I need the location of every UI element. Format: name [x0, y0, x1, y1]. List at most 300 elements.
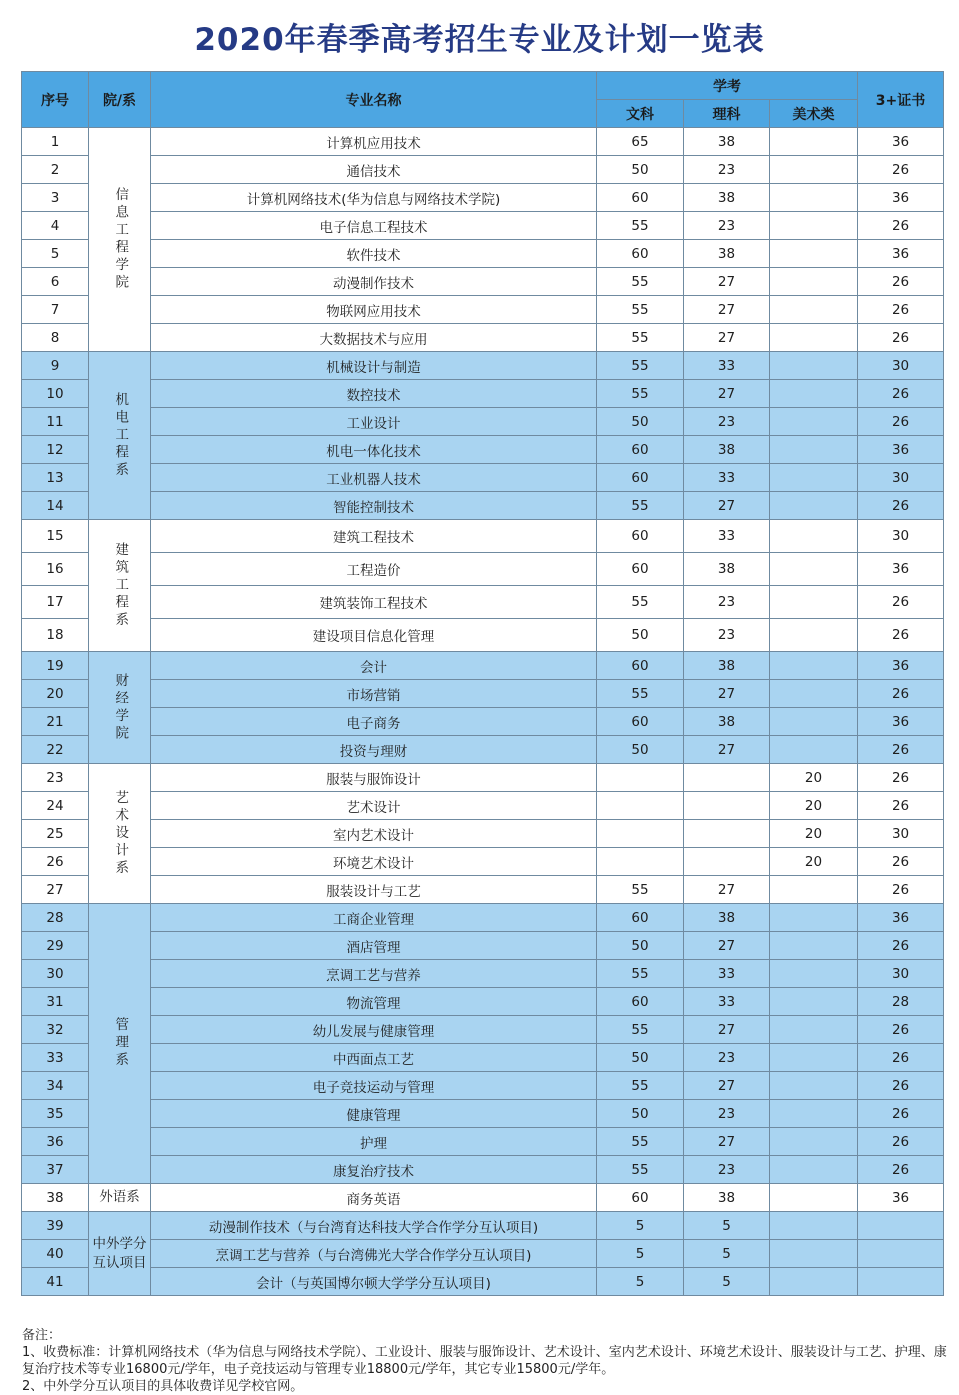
table-row [22, 1100, 944, 1128]
header-like: 理科 [684, 100, 770, 128]
quota-meishu [770, 960, 858, 988]
quota-wenke [597, 848, 684, 876]
quota-like: 23 [684, 408, 770, 436]
quota-wenke: 5 [597, 1212, 684, 1240]
quota-cert: 26 [858, 876, 944, 904]
quota-cert: 26 [858, 1128, 944, 1156]
row-number: 38 [22, 1184, 89, 1212]
quota-cert: 26 [858, 156, 944, 184]
quota-meishu [770, 736, 858, 764]
quota-like: 27 [684, 932, 770, 960]
major-name: 室内艺术设计 [151, 820, 597, 848]
quota-like: 27 [684, 324, 770, 352]
header-seq: 序号 [22, 72, 89, 128]
major-name: 电子竞技运动与管理 [151, 1072, 597, 1100]
quota-like: 23 [684, 212, 770, 240]
quota-like: 38 [684, 436, 770, 464]
quota-like: 33 [684, 960, 770, 988]
quota-like: 33 [684, 352, 770, 380]
notes-line-1: 1、收费标准：计算机网络技术（华为信息与网络技术学院）、工业设计、服装与服饰设计、艺术设计、室内艺术设计、环境艺术设计、服装设计与工艺、护理、康复治疗技术等专业16800元/学年，电子竞技运动与管理专业18800元/学年，其它专业15800元/学年。 [22, 1345, 947, 1377]
header-major: 专业名称 [151, 72, 597, 128]
major-name: 商务英语 [151, 1184, 597, 1212]
quota-wenke: 55 [597, 212, 684, 240]
quota-meishu [770, 1128, 858, 1156]
quota-cert: 36 [858, 240, 944, 268]
major-name: 会计（与英国博尔顿大学学分互认项目) [151, 1268, 597, 1296]
quota-cert: 36 [858, 184, 944, 212]
quota-meishu [770, 1044, 858, 1072]
quota-meishu [770, 268, 858, 296]
quota-meishu [770, 1212, 858, 1240]
quota-wenke: 55 [597, 680, 684, 708]
quota-like: 23 [684, 619, 770, 652]
table-row [22, 380, 944, 408]
table-row [22, 520, 944, 553]
table-row [22, 1016, 944, 1044]
quota-like: 23 [684, 1100, 770, 1128]
quota-wenke: 55 [597, 352, 684, 380]
quota-meishu [770, 128, 858, 156]
quota-like: 38 [684, 128, 770, 156]
quota-cert: 26 [858, 764, 944, 792]
quota-meishu [770, 184, 858, 212]
quota-wenke: 60 [597, 652, 684, 680]
table-row [22, 960, 944, 988]
quota-cert: 26 [858, 1044, 944, 1072]
quota-like: 27 [684, 876, 770, 904]
quota-cert: 36 [858, 128, 944, 156]
row-number: 8 [22, 324, 89, 352]
quota-wenke: 50 [597, 1100, 684, 1128]
department-cell: 外语系 [89, 1184, 151, 1212]
department-cell: 中外学分互认项目 [89, 1212, 151, 1296]
quota-like: 27 [684, 296, 770, 324]
row-number: 22 [22, 736, 89, 764]
table-row [22, 1268, 944, 1296]
quota-meishu [770, 1016, 858, 1044]
table-row [22, 212, 944, 240]
major-name: 智能控制技术 [151, 492, 597, 520]
row-number: 3 [22, 184, 89, 212]
row-number: 19 [22, 652, 89, 680]
quota-like: 27 [684, 492, 770, 520]
major-name: 环境艺术设计 [151, 848, 597, 876]
quota-meishu: 20 [770, 792, 858, 820]
table-row [22, 268, 944, 296]
quota-like [684, 792, 770, 820]
quota-cert: 26 [858, 268, 944, 296]
table-row [22, 652, 944, 680]
quota-wenke: 5 [597, 1268, 684, 1296]
quota-wenke: 55 [597, 960, 684, 988]
major-name: 电子信息工程技术 [151, 212, 597, 240]
quota-cert: 26 [858, 1072, 944, 1100]
major-name: 动漫制作技术 [151, 268, 597, 296]
quota-cert [858, 1268, 944, 1296]
major-name: 艺术设计 [151, 792, 597, 820]
quota-wenke: 65 [597, 128, 684, 156]
table-row [22, 352, 944, 380]
row-number: 34 [22, 1072, 89, 1100]
row-number: 28 [22, 904, 89, 932]
quota-like: 33 [684, 464, 770, 492]
department-cell: 艺术设计系 [89, 764, 151, 904]
quota-cert: 36 [858, 1184, 944, 1212]
quota-wenke: 55 [597, 380, 684, 408]
major-name: 幼儿发展与健康管理 [151, 1016, 597, 1044]
row-number: 16 [22, 553, 89, 586]
table-row [22, 128, 944, 156]
quota-wenke: 60 [597, 1184, 684, 1212]
quota-like: 38 [684, 904, 770, 932]
quota-like: 27 [684, 1072, 770, 1100]
quota-like [684, 820, 770, 848]
quota-cert: 26 [858, 680, 944, 708]
quota-cert: 28 [858, 988, 944, 1016]
row-number: 37 [22, 1156, 89, 1184]
major-name: 服装设计与工艺 [151, 876, 597, 904]
quota-wenke: 60 [597, 553, 684, 586]
quota-wenke: 60 [597, 436, 684, 464]
quota-wenke: 50 [597, 156, 684, 184]
table-row [22, 680, 944, 708]
quota-wenke: 55 [597, 1128, 684, 1156]
row-number: 35 [22, 1100, 89, 1128]
major-name: 动漫制作技术（与台湾育达科技大学合作学分互认项目) [151, 1212, 597, 1240]
quota-wenke [597, 820, 684, 848]
quota-meishu [770, 1240, 858, 1268]
table-row [22, 464, 944, 492]
table-row [22, 408, 944, 436]
quota-wenke: 5 [597, 1240, 684, 1268]
row-number: 21 [22, 708, 89, 736]
quota-like: 38 [684, 652, 770, 680]
row-number: 36 [22, 1128, 89, 1156]
page-title: 2020年春季高考招生专业及计划一览表 [194, 22, 765, 58]
table-row [22, 1212, 944, 1240]
major-name: 通信技术 [151, 156, 597, 184]
row-number: 23 [22, 764, 89, 792]
quota-cert: 30 [858, 520, 944, 553]
quota-cert: 26 [858, 324, 944, 352]
quota-cert: 26 [858, 408, 944, 436]
enrollment-table [21, 71, 944, 1296]
quota-cert [858, 1240, 944, 1268]
quota-meishu [770, 876, 858, 904]
table-row [22, 240, 944, 268]
table-row [22, 736, 944, 764]
major-name: 烹调工艺与营养（与台湾佛光大学合作学分互认项目) [151, 1240, 597, 1268]
quota-cert: 26 [858, 619, 944, 652]
quota-wenke: 55 [597, 586, 684, 619]
row-number: 30 [22, 960, 89, 988]
row-number: 15 [22, 520, 89, 553]
quota-meishu [770, 464, 858, 492]
quota-wenke: 50 [597, 619, 684, 652]
row-number: 41 [22, 1268, 89, 1296]
table-row [22, 184, 944, 212]
row-number: 26 [22, 848, 89, 876]
quota-wenke [597, 764, 684, 792]
quota-like: 5 [684, 1212, 770, 1240]
major-name: 烹调工艺与营养 [151, 960, 597, 988]
table-row [22, 876, 944, 904]
row-number: 2 [22, 156, 89, 184]
quota-like: 27 [684, 1128, 770, 1156]
major-name: 机电一体化技术 [151, 436, 597, 464]
table-row [22, 904, 944, 932]
quota-wenke: 55 [597, 296, 684, 324]
major-name: 大数据技术与应用 [151, 324, 597, 352]
quota-like: 33 [684, 988, 770, 1016]
quota-meishu [770, 380, 858, 408]
quota-meishu [770, 1268, 858, 1296]
quota-like: 33 [684, 520, 770, 553]
quota-like: 27 [684, 268, 770, 296]
table-row [22, 436, 944, 464]
row-number: 32 [22, 1016, 89, 1044]
quota-wenke: 60 [597, 464, 684, 492]
department-cell: 机电工程系 [89, 352, 151, 520]
major-name: 服装与服饰设计 [151, 764, 597, 792]
major-name: 物联网应用技术 [151, 296, 597, 324]
row-number: 7 [22, 296, 89, 324]
quota-like: 27 [684, 680, 770, 708]
header-wenke: 文科 [597, 100, 684, 128]
quota-cert: 26 [858, 848, 944, 876]
table-row [22, 1240, 944, 1268]
quota-cert: 26 [858, 380, 944, 408]
row-number: 1 [22, 128, 89, 156]
quota-meishu [770, 1184, 858, 1212]
quota-like: 5 [684, 1240, 770, 1268]
header-meishu: 美术类 [770, 100, 858, 128]
major-name: 电子商务 [151, 708, 597, 736]
row-number: 12 [22, 436, 89, 464]
quota-wenke: 50 [597, 1044, 684, 1072]
quota-like: 38 [684, 553, 770, 586]
major-name: 酒店管理 [151, 932, 597, 960]
quota-cert: 36 [858, 436, 944, 464]
major-name: 会计 [151, 652, 597, 680]
table-row [22, 988, 944, 1016]
quota-meishu [770, 352, 858, 380]
notes-heading: 备注： [22, 1328, 62, 1343]
major-name: 投资与理财 [151, 736, 597, 764]
table-row [22, 1184, 944, 1212]
quota-cert: 26 [858, 296, 944, 324]
quota-meishu [770, 586, 858, 619]
quota-wenke: 50 [597, 932, 684, 960]
major-name: 工业设计 [151, 408, 597, 436]
quota-like: 23 [684, 156, 770, 184]
quota-wenke: 55 [597, 1072, 684, 1100]
major-name: 康复治疗技术 [151, 1156, 597, 1184]
quota-cert: 30 [858, 820, 944, 848]
table-row [22, 792, 944, 820]
quota-cert: 36 [858, 904, 944, 932]
quota-like: 27 [684, 736, 770, 764]
table-row [22, 1044, 944, 1072]
table-row [22, 619, 944, 652]
major-name: 工商企业管理 [151, 904, 597, 932]
quota-meishu [770, 553, 858, 586]
quota-meishu [770, 492, 858, 520]
quota-meishu: 20 [770, 764, 858, 792]
quota-wenke: 60 [597, 904, 684, 932]
table-row [22, 820, 944, 848]
quota-like: 38 [684, 240, 770, 268]
quota-wenke: 50 [597, 736, 684, 764]
quota-meishu [770, 408, 858, 436]
quota-meishu [770, 652, 858, 680]
row-number: 27 [22, 876, 89, 904]
row-number: 20 [22, 680, 89, 708]
quota-like: 27 [684, 1016, 770, 1044]
quota-cert: 36 [858, 708, 944, 736]
quota-cert: 26 [858, 736, 944, 764]
quota-like: 5 [684, 1268, 770, 1296]
quota-meishu: 20 [770, 848, 858, 876]
quota-meishu [770, 1072, 858, 1100]
quota-meishu [770, 904, 858, 932]
quota-cert: 26 [858, 212, 944, 240]
row-number: 29 [22, 932, 89, 960]
quota-meishu [770, 520, 858, 553]
quota-wenke: 55 [597, 1016, 684, 1044]
row-number: 40 [22, 1240, 89, 1268]
major-name: 计算机应用技术 [151, 128, 597, 156]
major-name: 中西面点工艺 [151, 1044, 597, 1072]
major-name: 工业机器人技术 [151, 464, 597, 492]
quota-cert: 26 [858, 586, 944, 619]
quota-meishu [770, 324, 858, 352]
quota-like: 23 [684, 586, 770, 619]
table-row [22, 324, 944, 352]
quota-cert: 36 [858, 652, 944, 680]
row-number: 25 [22, 820, 89, 848]
row-number: 39 [22, 1212, 89, 1240]
major-name: 建筑工程技术 [151, 520, 597, 553]
notes [22, 1327, 947, 1395]
row-number: 24 [22, 792, 89, 820]
row-number: 10 [22, 380, 89, 408]
table-row [22, 492, 944, 520]
table-row [22, 764, 944, 792]
quota-wenke: 60 [597, 184, 684, 212]
major-name: 计算机网络技术(华为信息与网络技术学院) [151, 184, 597, 212]
major-name: 护理 [151, 1128, 597, 1156]
quota-like: 23 [684, 1044, 770, 1072]
quota-cert: 26 [858, 932, 944, 960]
row-number: 5 [22, 240, 89, 268]
quota-meishu [770, 932, 858, 960]
quota-wenke: 55 [597, 268, 684, 296]
quota-cert [858, 1212, 944, 1240]
quota-cert: 36 [858, 553, 944, 586]
row-number: 11 [22, 408, 89, 436]
table-row [22, 296, 944, 324]
header-dept: 院/系 [89, 72, 151, 128]
table-row [22, 1072, 944, 1100]
quota-wenke: 60 [597, 988, 684, 1016]
quota-meishu [770, 212, 858, 240]
row-number: 14 [22, 492, 89, 520]
major-name: 工程造价 [151, 553, 597, 586]
header-xuekao: 学考 [597, 72, 858, 100]
department-cell: 建筑工程系 [89, 520, 151, 652]
major-name: 物流管理 [151, 988, 597, 1016]
row-number: 31 [22, 988, 89, 1016]
row-number: 17 [22, 586, 89, 619]
quota-wenke: 55 [597, 1156, 684, 1184]
quota-cert: 26 [858, 1016, 944, 1044]
quota-like: 23 [684, 1156, 770, 1184]
major-name: 数控技术 [151, 380, 597, 408]
quota-meishu [770, 1100, 858, 1128]
quota-wenke: 55 [597, 492, 684, 520]
quota-meishu: 20 [770, 820, 858, 848]
row-number: 6 [22, 268, 89, 296]
quota-meishu [770, 708, 858, 736]
row-number: 33 [22, 1044, 89, 1072]
quota-meishu [770, 156, 858, 184]
table-row [22, 848, 944, 876]
quota-meishu [770, 680, 858, 708]
quota-meishu [770, 240, 858, 268]
quota-wenke [597, 792, 684, 820]
quota-like: 38 [684, 708, 770, 736]
table-body [22, 128, 944, 1296]
major-name: 机械设计与制造 [151, 352, 597, 380]
major-name: 建设项目信息化管理 [151, 619, 597, 652]
quota-meishu [770, 1156, 858, 1184]
quota-meishu [770, 296, 858, 324]
row-number: 9 [22, 352, 89, 380]
quota-meishu [770, 436, 858, 464]
department-cell: 信息工程学院 [89, 128, 151, 352]
major-name: 市场营销 [151, 680, 597, 708]
table-row [22, 156, 944, 184]
quota-like: 38 [684, 184, 770, 212]
header-cert: 3+证书 [858, 72, 944, 128]
major-name: 软件技术 [151, 240, 597, 268]
quota-like [684, 764, 770, 792]
department-cell: 财经学院 [89, 652, 151, 764]
table-row [22, 708, 944, 736]
quota-cert: 30 [858, 352, 944, 380]
row-number: 4 [22, 212, 89, 240]
notes-line-2: 2、中外学分互认项目的具体收费详见学校官网。 [22, 1379, 304, 1394]
quota-wenke: 50 [597, 408, 684, 436]
table-row [22, 553, 944, 586]
table-row [22, 1128, 944, 1156]
major-name: 健康管理 [151, 1100, 597, 1128]
table-row [22, 586, 944, 619]
quota-cert: 26 [858, 792, 944, 820]
major-name: 建筑装饰工程技术 [151, 586, 597, 619]
table-row [22, 1156, 944, 1184]
quota-wenke: 55 [597, 324, 684, 352]
quota-cert: 26 [858, 1100, 944, 1128]
quota-wenke: 60 [597, 520, 684, 553]
department-cell: 管理系 [89, 904, 151, 1184]
quota-cert: 30 [858, 464, 944, 492]
quota-cert: 26 [858, 1156, 944, 1184]
row-number: 18 [22, 619, 89, 652]
quota-wenke: 60 [597, 240, 684, 268]
row-number: 13 [22, 464, 89, 492]
